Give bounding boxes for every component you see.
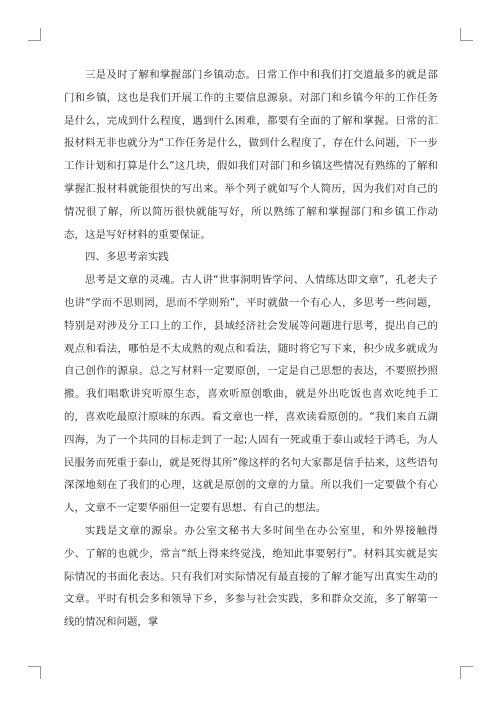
section-heading-think-practice: 四、多思考亲实践 [85, 251, 169, 264]
crop-mark-top-left [28, 28, 41, 41]
paragraph-practice: 实践是文章的源泉。办公室文秘书大多时间坐在办公室里，和外界接触得少、了解的也就少，常言“纸上得来终觉浅，绝知此事要躬行”。材料其实就是实际情况的书面化表达。只有我们对实际情况有最直接的了解才能写出真实生动的文章。平时有机会多和领导下乡，多参与社会实践，多和群众交流，多了解第一线的情况和问题，掌 [64, 524, 438, 629]
crop-mark-bottom-left [28, 666, 41, 679]
crop-mark-bottom-right [460, 666, 473, 679]
document-body [64, 64, 438, 634]
paragraph-thinking: 思考是文章的灵魂。古人讲“世事洞明皆学问、人情练达即文章”，孔老夫子也讲“学而不思则罔，思而不学则殆”，平时就做一个有心人，多思考一些问题，特别是对涉及分工口上的工作，县域经济社会发展等问题进行思考，提出自己的观点和看法，哪怕是不太成熟的观点和看法，随时将它写下来，积少成多就成为自己创作的源泉。总之写材料一定要原创，一定是自己思想的表达，不要照抄照搬。我们唱歌讲究听原生态，喜欢听原创歌曲，就是外出吃饭也喜欢吃纯手工的，喜欢吃最原汁原味的东西。看文章也一样，喜欢读看原创的。“我们来自五湖四海，为了一个共同的目标走到了一起;人固有一死或重于泰山或轻于鸿毛，为人民服务而死重于泰山，就是死得其所”像这样的名句大家都是信手拈来，这些语句深深地刻在了我们的心理，这就是原创的文章的力量。所以我们一定要做个有心人，文章不一定要华丽但一定要有思想、有自己的想法。 [64, 274, 438, 515]
paragraph-department-dynamics: 三是及时了解和掌握部门乡镇动态。日常工作中和我们打交道最多的就是部门和乡镇，这也是我们开展工作的主要信息源泉。对部门和乡镇今年的工作任务是什么，完成到什么程度，遇到什么困难，都要有全面的了解和掌握。日常的汇报材料无非也就分为“工作任务是什么，做到什么程度了，存在什么问题，下一步工作计划和打算是什么”这几块，假如我们对部门和乡镇这些情况有熟练的了解和掌握汇报材料就能很快的写出来。举个列子就如写个人简历，因为我们对自己的情况很了解，所以简历很快就能写好，所以熟练了解和掌握部门和乡镇工作动态，这是写好材料的重要保证。 [64, 69, 438, 241]
crop-mark-top-right [460, 28, 473, 41]
